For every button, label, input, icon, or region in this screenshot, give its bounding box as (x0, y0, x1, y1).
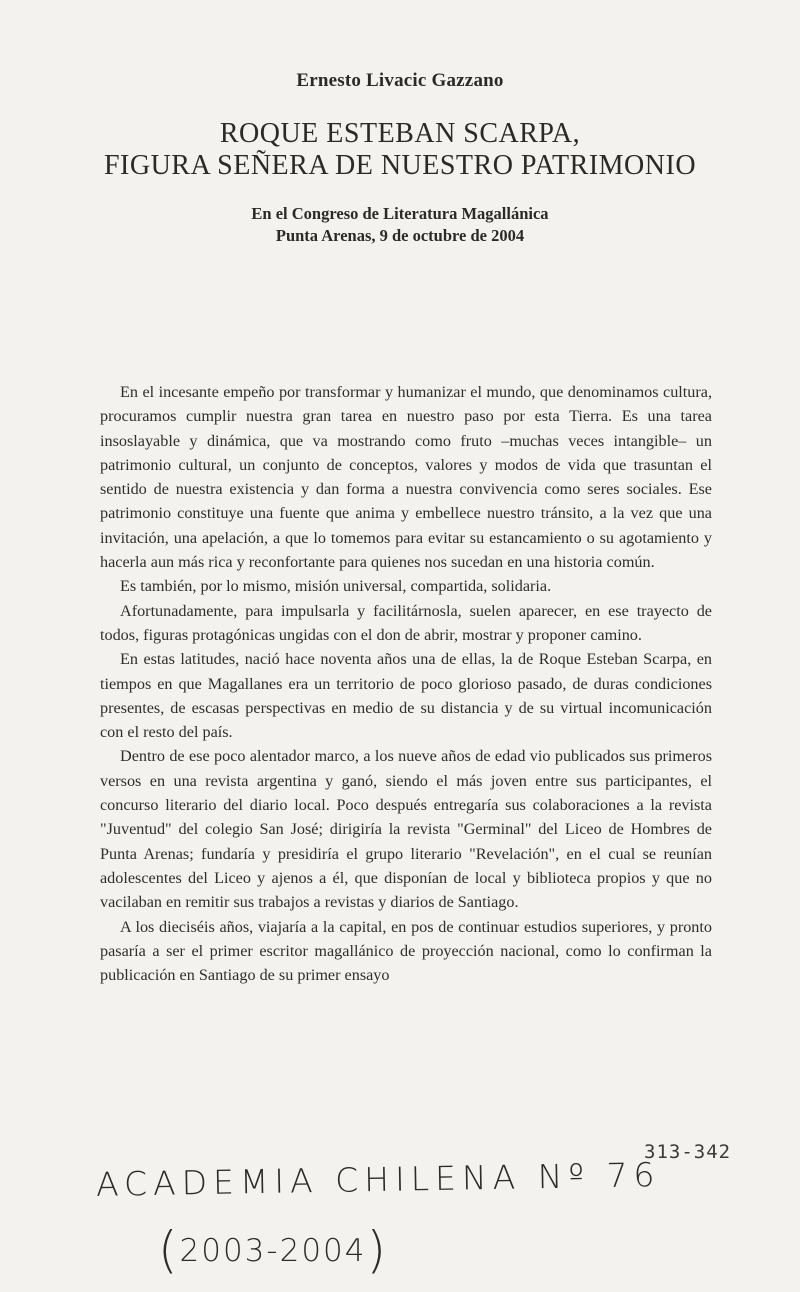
subtitle-line-1: En el Congreso de Literatura Magallánica (251, 204, 549, 223)
body-paragraph-2: Es también, por lo mismo, misión universal, compartida, solidaria. (120, 577, 552, 596)
open-paren-glyph: ( (158, 1221, 180, 1279)
article-subtitle (0, 203, 800, 247)
author-name: Ernesto Livacic Gazzano (296, 70, 504, 91)
body-paragraph-3: Afortunadamente, para impulsarla y facilitárnosla, suelen aparecer, en ese trayecto de todos, figuras protagónicas ungidas con el don de abrir, mostrar y proponer camino. (100, 601, 712, 644)
handwritten-catalog-note: ACADEMIA CHILENA Nº 76 (95, 1155, 661, 1204)
close-paren-glyph: ) (366, 1221, 389, 1279)
handwritten-years-note (158, 1215, 389, 1279)
article-body (100, 380, 712, 987)
title-line-1: ROQUE ESTEBAN SCARPA, (219, 118, 581, 149)
body-paragraph-1: En el incesante empeño por transformar y humanizar el mundo, que denominamos cultura, procuramos cumplir nuestra gran tarea en nuestro paso por esta Tierra. Es una tarea insoslayable y dinámica, que va mostrando como fruto –muchas veces intangible– un patrimonio cultural, un conjunto de conceptos, valores y modos de vida que trasuntan el sentido de nuestra existencia y dan forma a nuestra convivencia como seres sociales. Ese patrimonio constituye una fuente que anima y embellece nuestro tránsito, a la vez que una invitación, una apelación, a que lo tomemos para evitar su estancamiento o su agotamiento y hacerla aun más rica y reconfortante para quienes nos sucedan en una historia común. (100, 383, 712, 572)
subtitle-line-2: Punta Arenas, 9 de octubre de 2004 (275, 226, 525, 245)
article-title (0, 118, 800, 182)
body-paragraph-5: Dentro de ese poco alentador marco, a los nueve años de edad vio publicados sus primeros versos en una revista argentina y ganó, siendo el más joven entre sus participantes, el concurso literario del diario local. Poco después entregaría sus colaboraciones a la revista "Juventud" del colegio San José; dirigiría la revista "Germinal" del Liceo de Hombres de Punta Arenas; fundaría y presidiría el grupo literario "Revelación", en el cual se reunían adolescentes del Liceo y ajenos a él, que disponían de local y biblioteca propios y que no vacilaban en remitir sus trabajos a revistas y diarios de Santiago. (100, 747, 712, 912)
title-line-2: FIGURA SEÑERA DE NUESTRO PATRIMONIO (103, 150, 697, 181)
body-paragraph-6: A los dieciséis años, viajaría a la capital, en pos de continuar estudios superiores, y pronto pasaría a ser el primer escritor magallánico de proyección nacional, como lo confirman la publicación en Santiago de su primer ensayo (100, 917, 712, 985)
page-range-annotation: 313-342 (644, 1141, 732, 1163)
handwritten-years-text: 2003-2004 (179, 1233, 367, 1269)
body-paragraph-4: En estas latitudes, nació hace noventa años una de ellas, la de Roque Esteban Scarpa, en tiempos en que Magallanes era un territorio de poco glorioso pasado, de duras condiciones presentes, de escasas perspectivas en medio de su distancia y de su virtual incomunicación con el resto del país. (100, 650, 712, 742)
